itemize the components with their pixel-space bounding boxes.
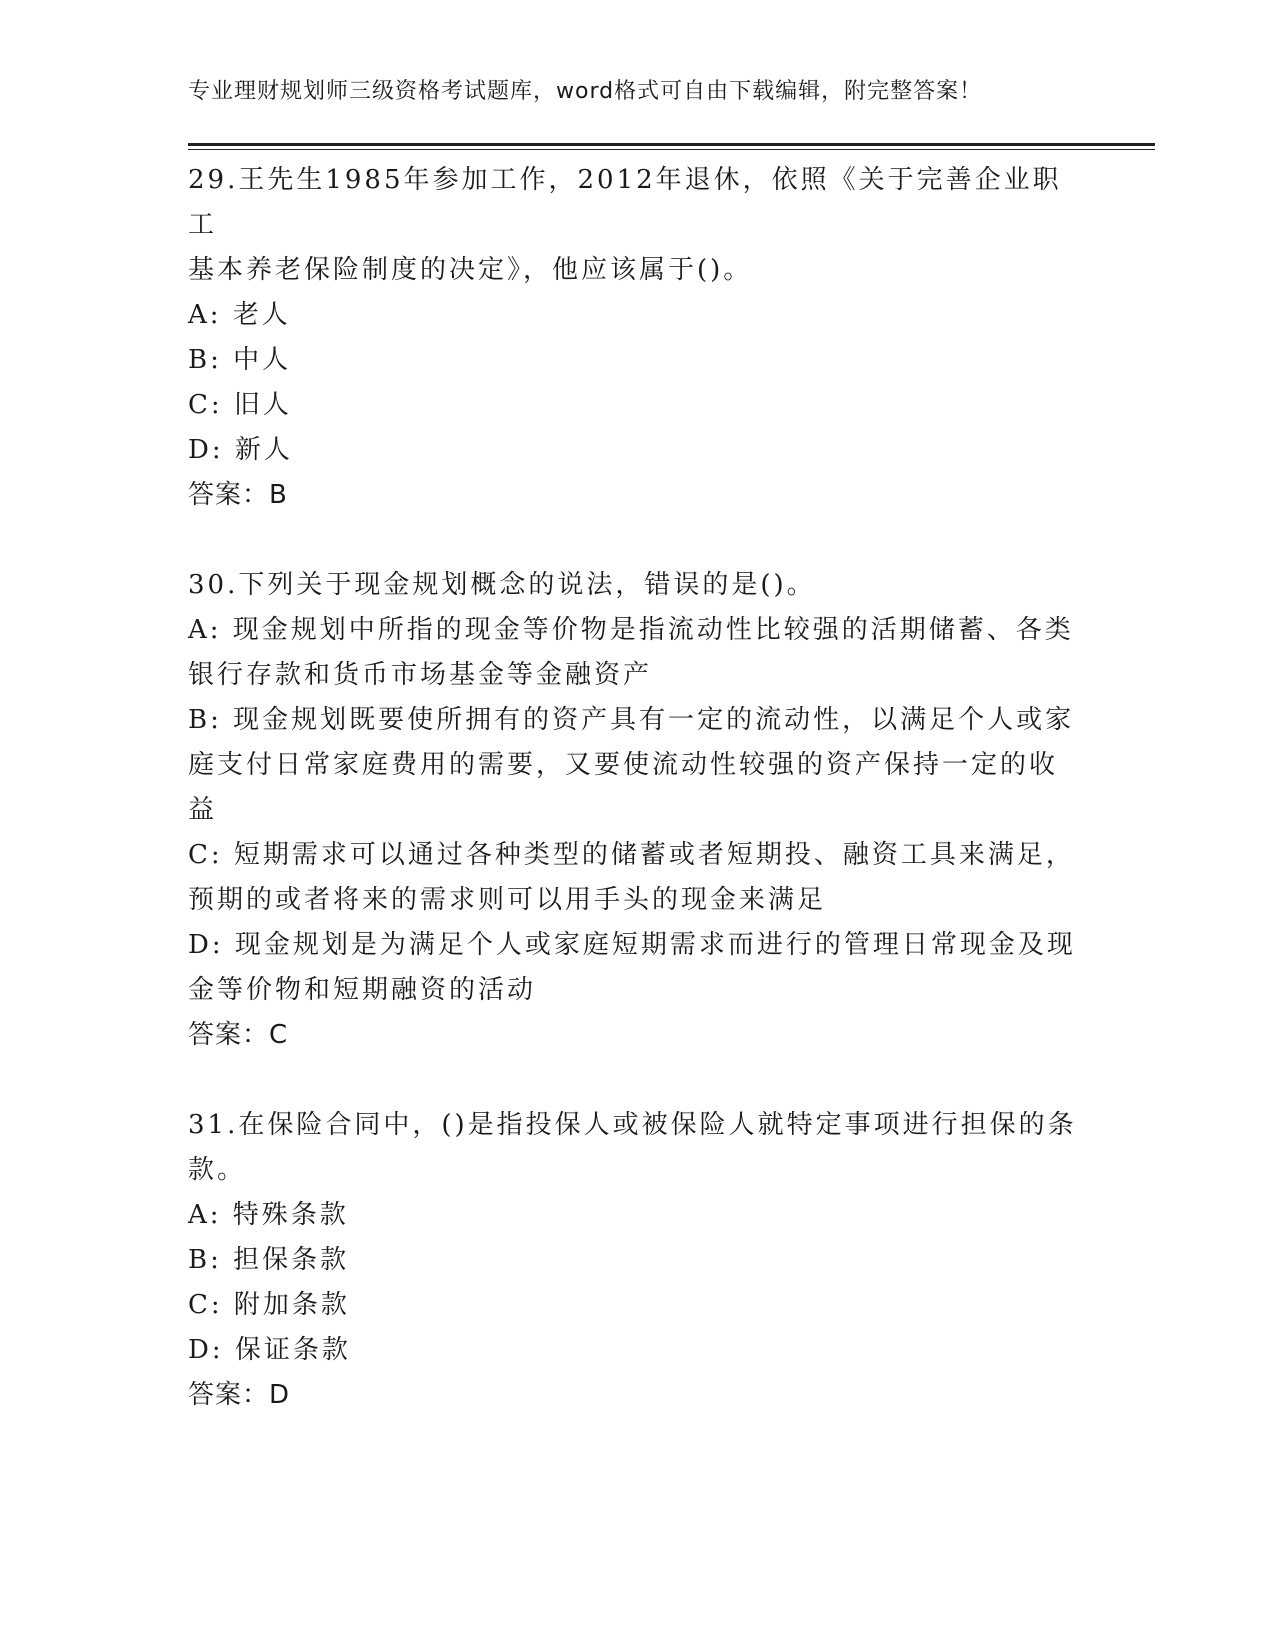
header-divider-thick — [188, 143, 1155, 146]
option-d: D: 新人 — [188, 435, 293, 465]
question-30 — [188, 563, 1088, 1058]
question-list — [188, 158, 1088, 1418]
option-b-continued: 益 — [188, 795, 218, 825]
question-stem: 30.下列关于现金规划概念的说法，错误的是()。 — [188, 570, 816, 600]
option-a: A: 现金规划中所指的现金等价物是指流动性比较强的活期储蓄、各类 — [188, 615, 1074, 645]
option-a: A: 老人 — [188, 300, 291, 330]
question-stem: 款。 — [188, 1155, 247, 1185]
option-c: C: 旧人 — [188, 390, 292, 420]
option-b-continued: 庭支付日常家庭费用的需要，又要使流动性较强的资产保持一定的收 — [188, 750, 1059, 780]
option-d: D: 保证条款 — [188, 1335, 351, 1365]
option-a-continued: 银行存款和货币市场基金等金融资产 — [188, 660, 653, 690]
question-stem: 31.在保险合同中，()是指投保人或被保险人就特定事项进行担保的条 — [188, 1110, 1077, 1140]
option-d-continued: 金等价物和短期融资的活动 — [188, 975, 537, 1005]
option-b: B: 现金规划既要使所拥有的资产具有一定的流动性，以满足个人或家 — [188, 705, 1075, 735]
option-d: D: 现金规划是为满足个人或家庭短期需求而进行的管理日常现金及现 — [188, 930, 1076, 960]
question-stem: 29.王先生1985年参加工作，2012年退休，依照《关于完善企业职工 — [188, 165, 1062, 240]
question-29 — [188, 158, 1088, 518]
question-31 — [188, 1103, 1088, 1418]
option-a: A: 特殊条款 — [188, 1200, 349, 1230]
page-header: 专业理财规划师三级资格考试题库，word格式可自由下载编辑，附完整答案！ — [188, 79, 983, 104]
option-c-continued: 预期的或者将来的需求则可以用手头的现金来满足 — [188, 885, 827, 915]
option-c: C: 附加条款 — [188, 1290, 350, 1320]
option-b: B: 中人 — [188, 345, 292, 375]
question-stem: 基本养老保险制度的决定》，他应该属于()。 — [188, 255, 753, 285]
answer: 答案：D — [188, 1380, 291, 1410]
answer: 答案：B — [188, 480, 288, 510]
header-divider-thin — [188, 149, 1155, 150]
answer: 答案：C — [188, 1020, 289, 1050]
option-b: B: 担保条款 — [188, 1245, 350, 1275]
option-c: C: 短期需求可以通过各种类型的储蓄或者短期投、融资工具来满足， — [188, 840, 1075, 870]
